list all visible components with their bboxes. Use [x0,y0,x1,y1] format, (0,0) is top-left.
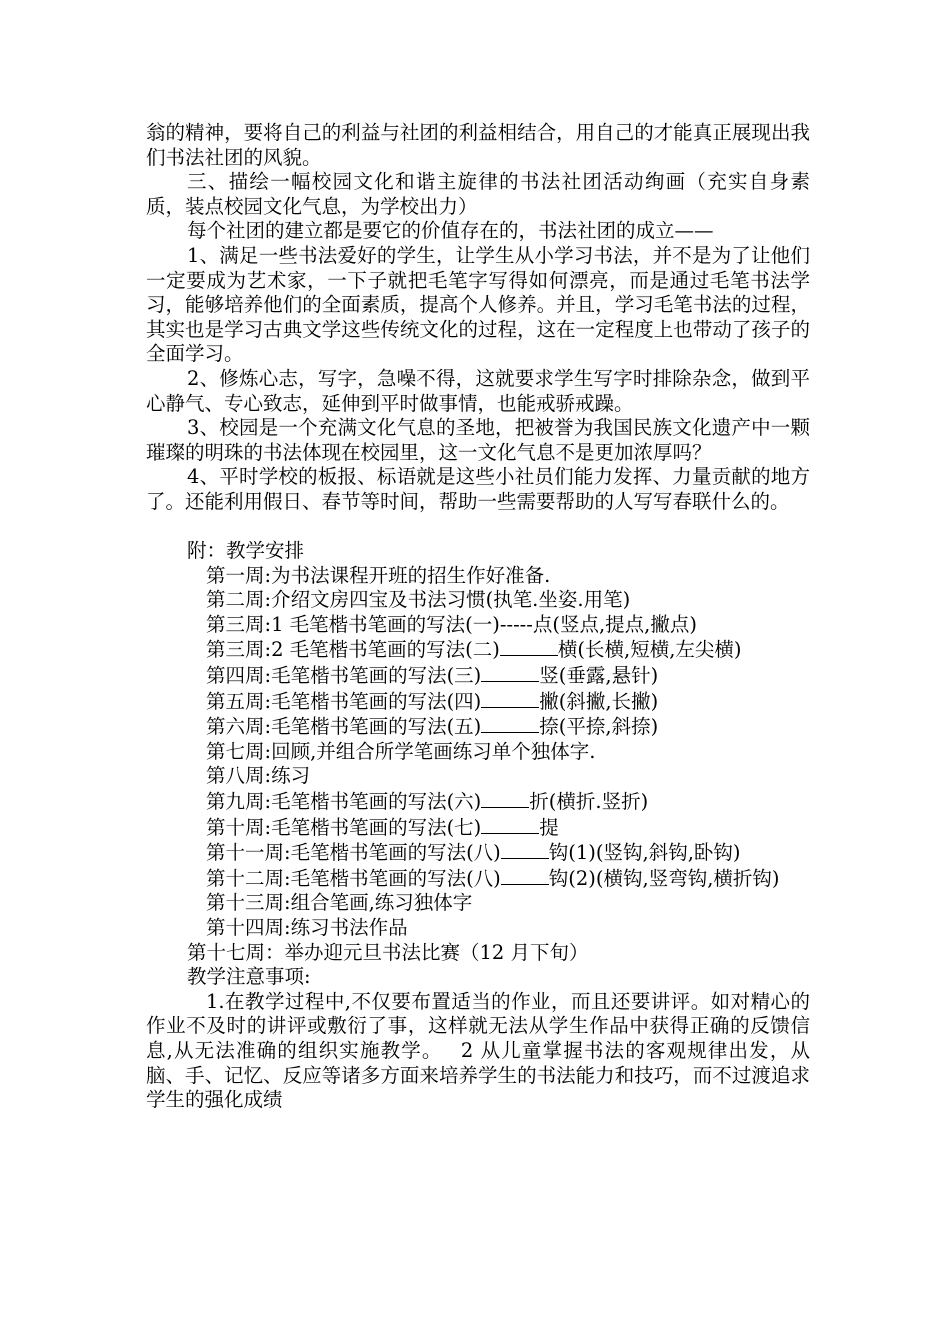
paragraph-point-2: 2、修炼心志，写字，急噪不得，这就要求学生写字时排除杂念，做到平心静气、专心致志，延伸到平时做事情，也能戒骄戒躁。 [146,366,810,415]
notes-title: 教学注意事项: [187,965,311,989]
schedule-line [146,764,810,789]
schedule-text: 第五周:毛笔楷书笔画的写法(四) [206,689,482,713]
schedule-text: 第四周:毛笔楷书笔画的写法(三) [206,664,482,688]
schedule-line [146,815,810,841]
schedule-line [146,663,810,689]
schedule-text: 第十二周:毛笔楷书笔画的写法(八) [206,866,501,890]
blank-underline [481,714,539,733]
blank-underline [481,663,539,682]
schedule-text: 第十周:毛笔楷书笔画的写法(七) [206,815,482,839]
schedule-line [146,564,810,589]
document-page [146,121,810,1113]
schedule-line [146,714,810,740]
schedule-line [146,916,810,941]
schedule-line [146,637,810,663]
schedule-line [146,891,810,916]
schedule-text: 第十三周:组合笔画,练习独体字 [206,891,473,915]
blank-underline [501,840,549,859]
schedule-text: 第三周:2 毛笔楷书笔画的写法(二) [206,638,500,662]
blank-underline [481,689,539,708]
schedule-line [146,588,810,613]
schedule-stroke: 折(横折.竖折) [529,790,649,814]
schedule-text: 第九周:毛笔楷书笔画的写法(六) [206,790,482,814]
blank-underline [501,866,549,885]
schedule-stroke: 撇(斜撇,长撇) [539,689,659,713]
schedule-line [146,840,810,866]
schedule-stroke: 钩(2)(横钩,竖弯钩,横折钩) [548,866,780,890]
blank-underline [481,815,539,834]
blank-underline [481,789,529,808]
paragraph-intro: 每个社团的建立都是要它的价值存在的，书法社团的成立—— [187,219,714,243]
paragraph-point-4: 4、平时学校的板报、标语就是这些小社员们能力发挥、力量贡献的地方了。还能利用假日、春节等时间，帮助一些需要帮助的人写写春联什么的。 [146,465,810,513]
section-heading-3: 三、描绘一幅校园文化和谐主旋律的书法社团活动绚画（充实自身素质，装点校园文化气息，为学校出力） [146,170,810,218]
schedule-text: 第七周:回顾,并组合所学笔画练习单个独体字. [206,739,596,763]
paragraph-point-3: 3、校园是一个充满文化气息的圣地，把被誉为我国民族文化遗产中一颗璀璨的明珠的书法体现在校园里，这一文化气息不是更加浓厚吗？ [146,416,810,464]
schedule-text: 第十四周:练习书法作品 [206,916,408,939]
schedule-stroke: 横(长横,短横,左尖横) [557,638,742,662]
schedule-text: 第三周:1 毛笔楷书笔画的写法(一)-----点(竖点,提点,撇点) [206,612,697,636]
schedule-text: 第六周:毛笔楷书笔画的写法(五) [206,715,482,739]
schedule-line [146,866,810,892]
appendix-title: 附：教学安排 [187,539,305,563]
schedule-stroke: 竖(垂露,悬针) [539,664,659,688]
schedule-line [146,740,810,765]
schedule-line [146,789,810,815]
week17-line: 第十七周：举办迎元旦书法比赛（12 月下旬） [187,940,589,964]
paragraph-point-1: 1、满足一些书法爱好的学生，让学生从小学习书法，并不是为了让他们一定要成为艺术家，一下子就把毛笔字写得如何漂亮，而是通过毛笔书法学习，能够培养他们的全面素质，提高个人修养。并且，学习毛笔书法的过程，其实也是学习古典文学这些传统文化的过程，这在一定程度上也带动了孩子的全面学习。 [146,243,810,366]
schedule-text: 第二周:介绍文房四宝及书法习惯(执笔.坐姿.用笔) [206,588,631,612]
schedule-text: 第一周:为书法课程开班的招生作好准备. [206,563,551,587]
notes-body: 1.在教学过程中,不仅要布置适当的作业，而且还要讲评。如对精心的作业不及时的讲评或敷衍了事，这样就无法从学生作品中获得正确的反馈信息,从无法准确的组织实施教学。 2 从儿童掌握书法的客观规律出发，从脑、手、记忆、反应等诸多方面来培养学生的书法能力和技巧，而不过渡追求学生的强化成绩 [146,989,810,1112]
schedule-stroke: 钩(1)(竖钩,斜钩,卧钩) [548,841,741,865]
schedule-stroke: 捺(平捺,斜捺) [539,715,659,739]
teaching-schedule [146,564,810,941]
schedule-text: 第十一周:毛笔楷书笔画的写法(八) [206,841,501,865]
blank-underline [500,637,558,656]
schedule-line [146,689,810,715]
blank-line [146,515,810,540]
schedule-text: 第八周:练习 [206,764,311,788]
paragraph-continuation: 翁的精神，要将自己的利益与社团的利益相结合，用自己的才能真正展现出我们书法社团的风貌。 [146,121,810,169]
schedule-stroke: 提 [539,815,559,839]
schedule-line [146,613,810,638]
